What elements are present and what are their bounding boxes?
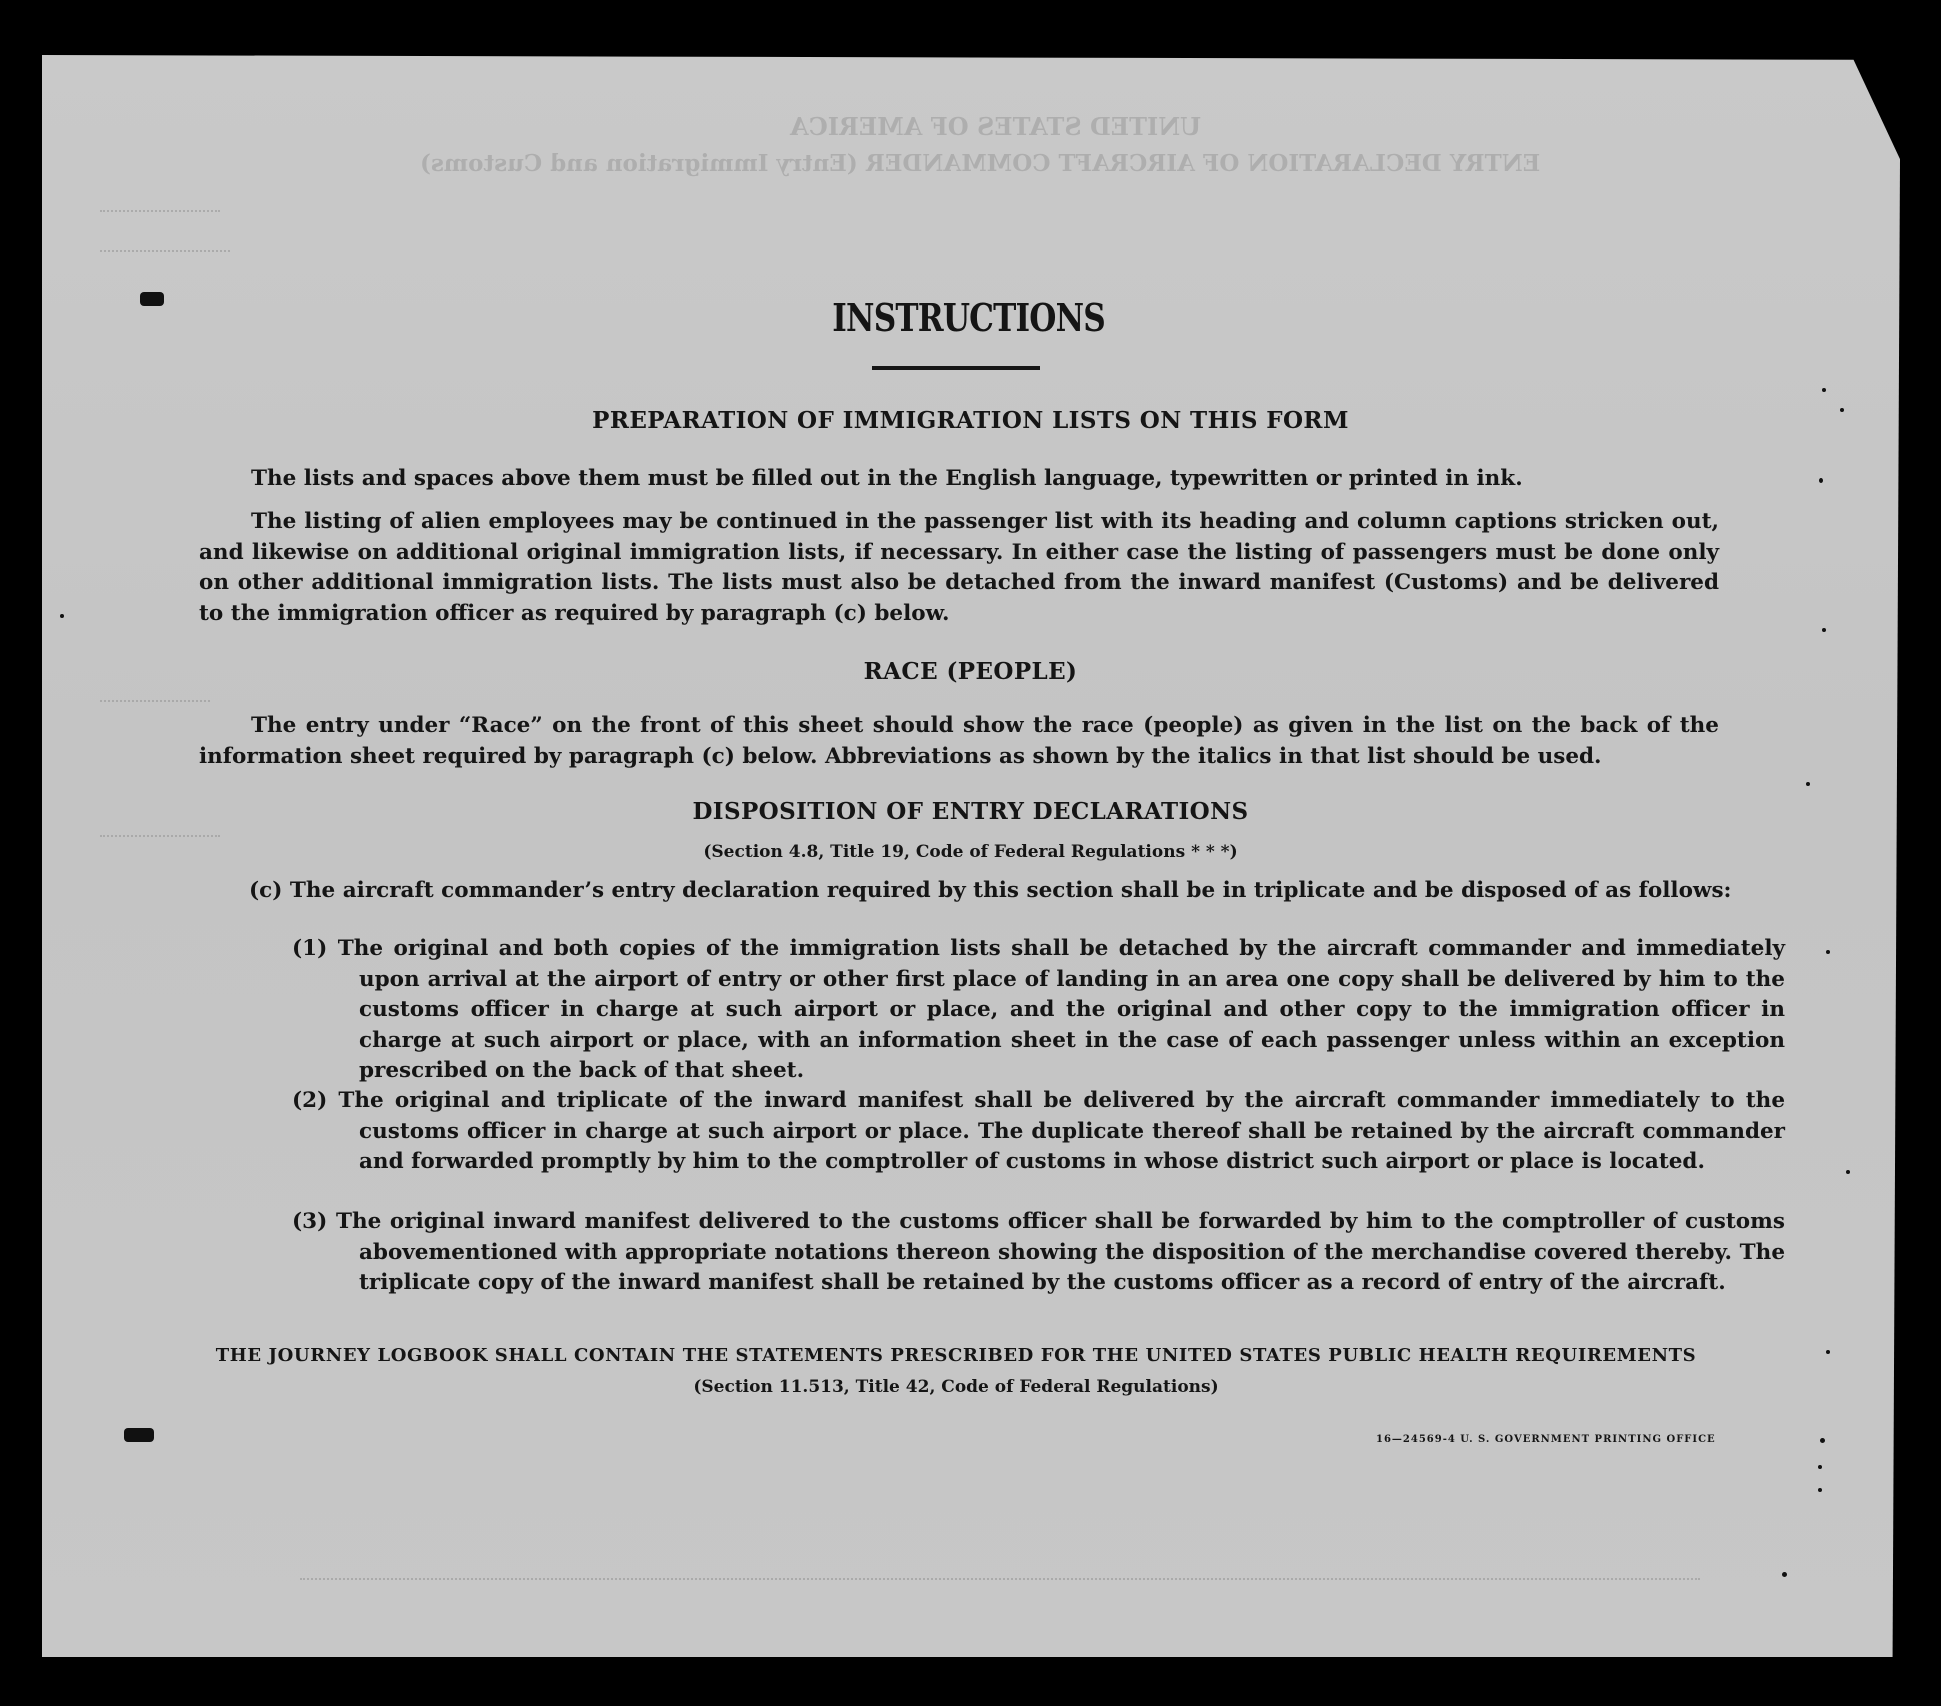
race-paragraph: The entry under “Race” on the front of this sheet should show the race (people) as given in the list on the back of the information sheet required by paragraph (c) below. Abbreviations as shown by the italics in that list should be used. — [199, 713, 1719, 769]
bleed-through-line-2: ENTRY DECLARATION OF AIRCRAFT COMMANDER (Entry Immigration and Customs) — [420, 150, 1541, 177]
preparation-paragraph-2: The listing of alien employees may be continued in the passenger list with its heading and column captions stricken out, and likewise on additional original immigration lists, if necessary. In either case the listing of passengers must be done only on other additional immigration lists. The lists must also be detached from the inward manifest (Customs) and be delivered to the immigration officer as required by paragraph (c) below. — [199, 509, 1719, 626]
disposition-citation: (Section 4.8, Title 19, Code of Federal Regulations * * *) — [703, 842, 1238, 862]
disposition-item-3: (3) The original inward manifest delivered to the customs officer shall be forwarded by him to the comptroller of customs abovementioned with appropriate notations thereon showing the disposition of the merchandise covered thereby. The triplicate copy of the inward manifest shall be retained by the customs officer as a record of entry of the aircraft. — [292, 1209, 1785, 1295]
journey-logbook-statement: THE JOURNEY LOGBOOK SHALL CONTAIN THE STATEMENTS PRESCRIBED FOR THE UNITED STATES PUBLIC HEALTH REQUIREMENTS — [215, 1345, 1697, 1366]
section-heading-race: RACE (PEOPLE) — [863, 658, 1078, 685]
section-heading-preparation: PREPARATION OF IMMIGRATION LISTS ON THIS FORM — [592, 407, 1349, 434]
disposition-item-2: (2) The original and triplicate of the inward manifest shall be delivered by the aircraft commander immediately to the customs officer in charge at such airport or place. The duplicate thereof shall be retained by the aircraft commander and forwarded promptly by him to the comptroller of customs in whose district such airport or place is located. — [292, 1088, 1785, 1174]
disposition-item-1: (1) The original and both copies of the immigration lists shall be detached by the aircraft commander and immediately upon arrival at the airport of entry or other first place of landing in an area one copy shall be delivered by him to the customs officer in charge at such airport or place, and the original and other copy to the immigration officer in charge at such airport or place, with an information sheet in the case of each passenger unless within an exception prescribed on the back of that sheet. — [292, 936, 1785, 1083]
bleed-through-line-1: UNITED STATES OF AMERICA — [790, 112, 1202, 141]
document-title: INSTRUCTIONS — [832, 295, 1105, 340]
preparation-paragraph-1: The lists and spaces above them must be filled out in the English language, typewritten or printed in ink. — [251, 466, 1523, 491]
title-underline — [872, 366, 1040, 370]
disposition-clause-c: (c) The aircraft commander’s entry declaration required by this section shall be in triplicate and be disposed of as follows: — [249, 878, 1732, 903]
section-heading-disposition: DISPOSITION OF ENTRY DECLARATIONS — [692, 798, 1249, 825]
printer-imprint: 16—24569-4 U. S. GOVERNMENT PRINTING OFFICE — [1376, 1434, 1716, 1445]
journey-logbook-citation: (Section 11.513, Title 42, Code of Federal Regulations) — [693, 1377, 1219, 1397]
